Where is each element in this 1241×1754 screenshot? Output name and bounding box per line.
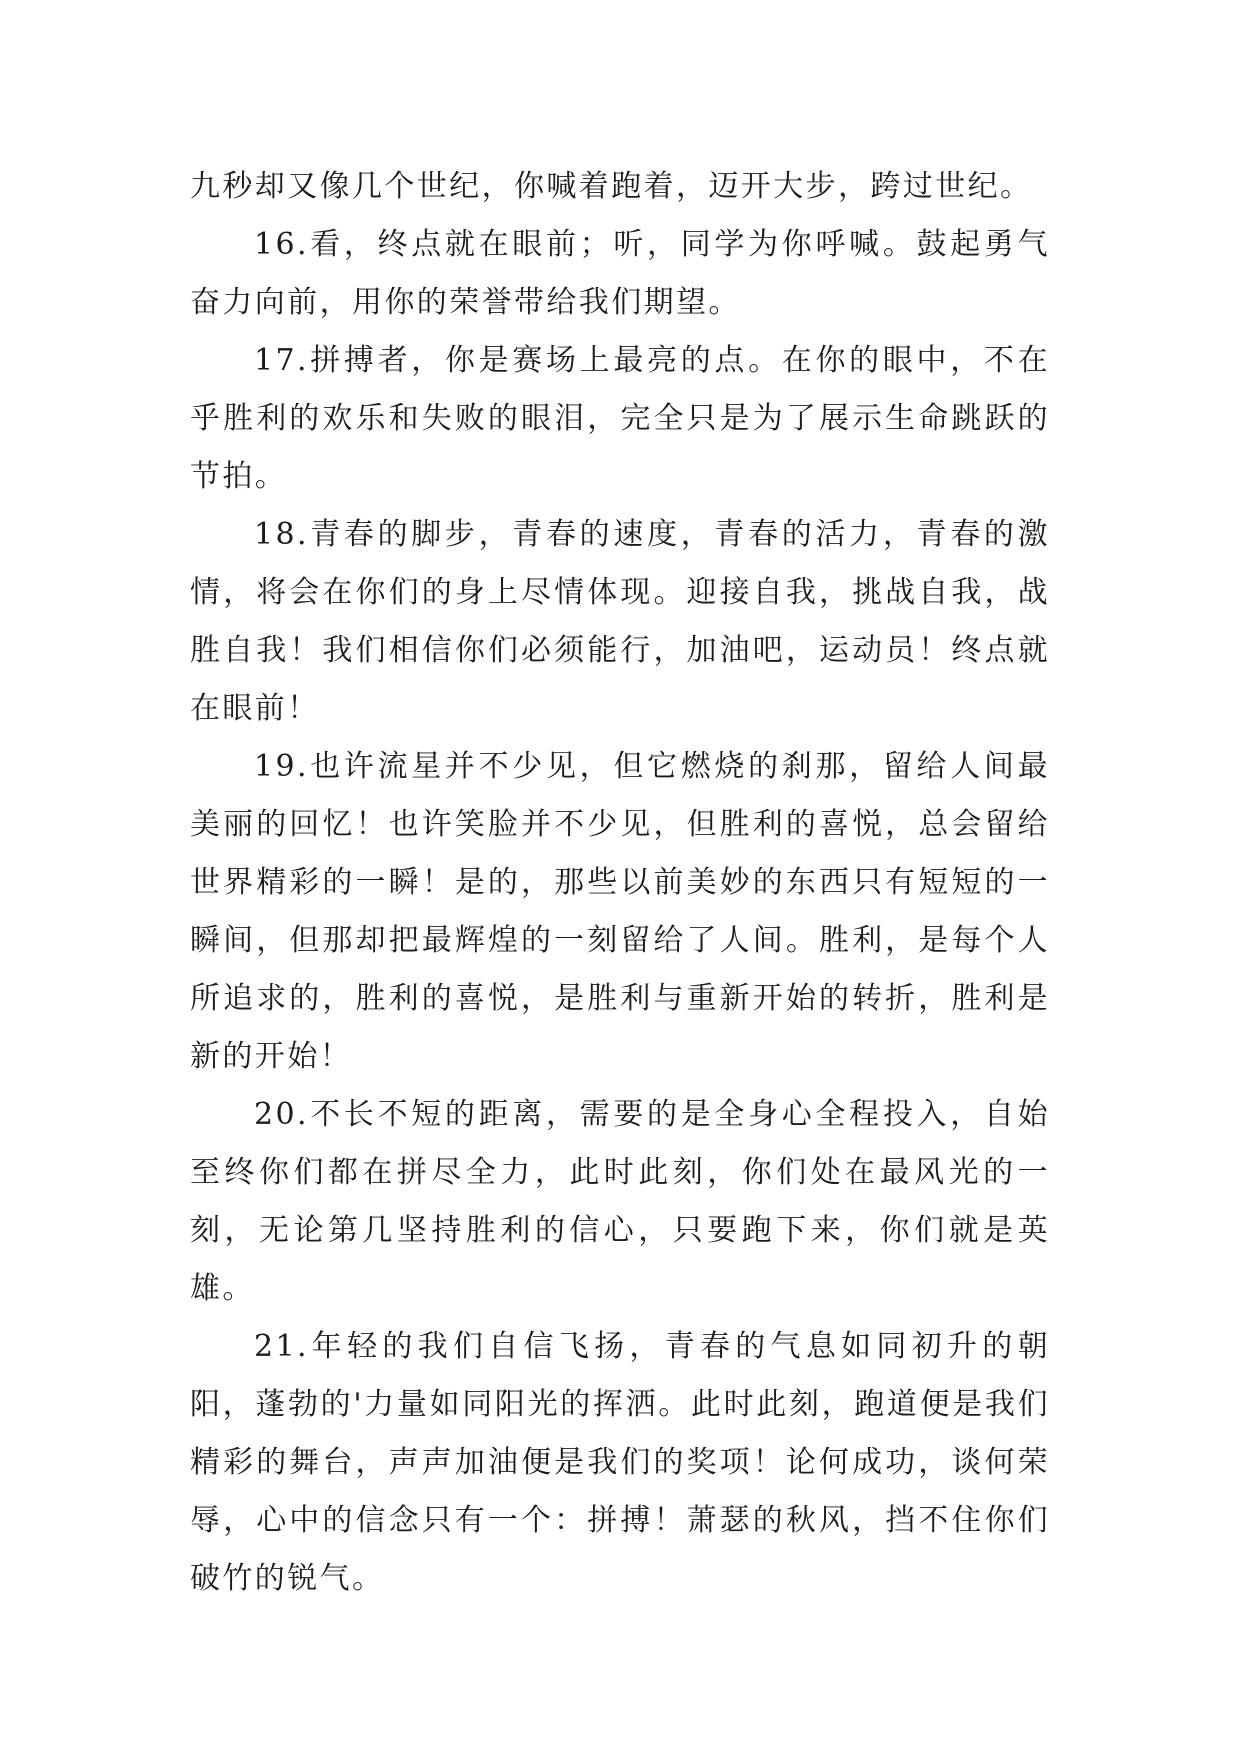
paragraph-18: 18.青春的脚步，青春的速度，青春的活力，青春的激情，将会在你们的身上尽情体现。迎接自我，挑战自我，战胜自我！我们相信你们必须能行，加油吧，运动员！终点就在眼前！: [190, 517, 1050, 726]
paragraph-20: 20.不长不短的距离，需要的是全身心全程投入，自始至终你们都在拼尽全力，此时此刻，你们处在最风光的一刻，无论第几坚持胜利的信心，只要跑下来，你们就是英雄。: [190, 1097, 1050, 1306]
paragraph-21: 21.年轻的我们自信飞扬，青春的气息如同初升的朝阳，蓬勃的'力量如同阳光的挥洒。此时此刻，跑道便是我们精彩的舞台，声声加油便是我们的奖项！论何成功，谈何荣辱，心中的信念只有一个：拼搏！萧瑟的秋风，挡不住你们破竹的锐气。: [190, 1329, 1050, 1596]
paragraph-17: 17.拼搏者，你是赛场上最亮的点。在你的眼中，不在乎胜利的欢乐和失败的眼泪，完全只是为了展示生命跳跃的节拍。: [190, 343, 1050, 494]
paragraph-16: 16.看，终点就在眼前；听，同学为你呼喊。鼓起勇气奋力向前，用你的荣誉带给我们期望。: [190, 227, 1050, 320]
body-text: [190, 158, 1050, 1608]
paragraph-19: 19.也许流星并不少见，但它燃烧的刹那，留给人间最美丽的回忆！也许笑脸并不少见，但胜利的喜悦，总会留给世界精彩的一瞬！是的，那些以前美妙的东西只有短短的一瞬间，但那却把最辉煌的一刻留给了人间。胜利，是每个人所追求的，胜利的喜悦，是胜利与重新开始的转折，胜利是新的开始！: [190, 749, 1050, 1074]
paragraph-continuation: 九秒却又像几个世纪，你喊着跑着，迈开大步，跨过世纪。: [190, 169, 1033, 204]
